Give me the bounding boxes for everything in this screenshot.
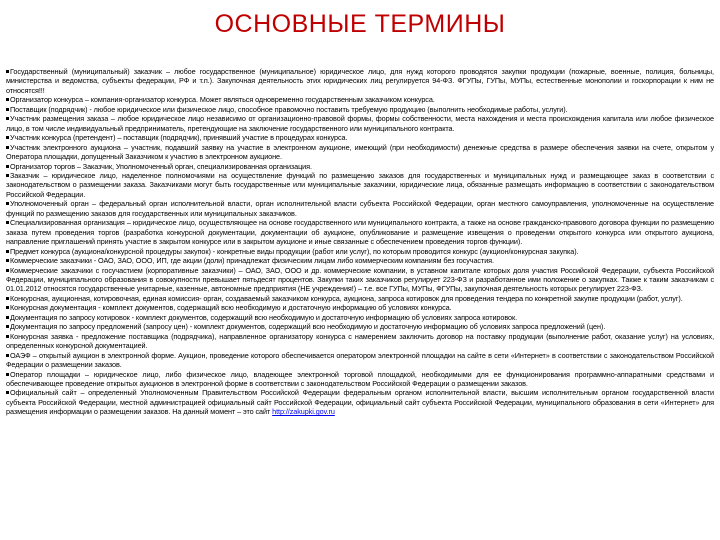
- term-item: [6, 247, 714, 256]
- term-item: [6, 388, 714, 416]
- term-text: Участник размещения заказа – любое юридическое лицо независимо от организационно-правовой формы, формы собственности, места нахождения и места происхождения капитала или любое физическое лицо, в том числе индивидуальный предприниматель, претендующие на заключение государственного или муниципального контракта.: [6, 114, 714, 133]
- square-bullet-icon: [6, 325, 9, 328]
- square-bullet-icon: [6, 391, 9, 394]
- term-item: [6, 370, 714, 389]
- term-text: Специализированная организация – юридическое лицо, осуществляющее на основе государственного или муниципального контракта, а также на основе гражданско-правового договора функции по размещению заказа путем проведения торгов (разработка конкурсной документации, документации об аукционе, опубликование и размещение извещения о проведении открытого конкурса или открытого аукциона, направление приглашений принять участие в закрытом конкурсе или в закрытом аукционе и иные связанные с обеспечением проведения торгов функции).: [6, 218, 714, 247]
- term-item: [6, 351, 714, 370]
- square-bullet-icon: [6, 354, 9, 357]
- term-item: [6, 322, 714, 331]
- square-bullet-icon: [6, 174, 9, 177]
- terms-list: [6, 67, 714, 417]
- official-site-link[interactable]: http://zakupki.gov.ru: [272, 407, 335, 417]
- square-bullet-icon: [6, 165, 9, 168]
- square-bullet-icon: [6, 316, 9, 319]
- square-bullet-icon: [6, 108, 9, 111]
- term-text: Участник электронного аукциона – участник, подавший заявку на участие в электронном аукционе, имеющий (при необходимости) денежные средства в размере обеспечения заявки на счете, открытом у Оператора площадки, допущенный Заказчиком к участию в электронном аукционе.: [6, 142, 714, 162]
- term-text: Поставщик (подрядчик) - любое юридическое или физическое лицо, способное правомочно поставить требуемую продукцию (выполнить необходимые работы, услуги).: [10, 104, 568, 114]
- term-item: [6, 95, 714, 104]
- term-text: Документация по запросу предложений (запросу цен) - комплект документов, содержащий всю необходимую и достаточную информацию об условиях запроса предложений (цен).: [10, 322, 606, 332]
- term-text: Участник конкурса (претендент) – поставщик (подрядчик), принявший участие в процедурах конкурса.: [10, 133, 348, 143]
- square-bullet-icon: [6, 221, 9, 224]
- square-bullet-icon: [6, 269, 9, 272]
- term-item: [6, 105, 714, 114]
- term-item: [6, 256, 714, 265]
- term-text: Предмет конкурса (аукциона/конкурсной процедуры закупок) - конкретные виды продукции (работ или услуг), по которым проводится конкурс (аукцион/конкурсная закупка).: [10, 246, 579, 256]
- square-bullet-icon: [6, 117, 9, 120]
- term-text: Конкурсная, аукционная, котировочная, единая комиссия- орган, создаваемый заказчиком конкурса, аукциона, запроса котировок для проведения тендера по конкретной закупке продукции (работ, услуг).: [10, 293, 683, 303]
- term-item: [6, 218, 714, 246]
- term-text: Официальный сайт – определенный Уполномоченным Правительством Российской Федерации федеральным органом исполнительной власти, высшим исполнительным органом государственной власти субъекта Российской Федерации, местной администрацией официальный сайт Российской Федерации, официальный сайт субъекта Российской Федерации, муниципального образования в сети «Интернет» для размещения информации о размещении заказов. На данный момент – это сайт: [6, 388, 714, 417]
- term-text: Организатор конкурса – компания-организатор конкурса. Может являться одновременно государственным заказчиком конкурса.: [10, 95, 435, 105]
- term-text: Конкурсная документация - комплект документов, содержащий всю необходимую и достаточную информацию об условиях конкурса.: [10, 303, 452, 313]
- term-text: Организатор торгов – Заказчик, Уполномоченный орган, специализированная организация.: [10, 161, 312, 171]
- square-bullet-icon: [6, 306, 9, 309]
- term-item: [6, 114, 714, 133]
- term-item: [6, 171, 714, 199]
- term-text: ОАЭФ – открытый аукцион в электронной форме. Аукцион, проведение которого обеспечивается оператором электронной площадки на сайте в сети «Интернет» в соответствии с законодательством Российской Федерации о размещении заказов.: [6, 350, 714, 370]
- term-item: [6, 133, 714, 142]
- term-text: Заказчик – юридическое лицо, наделенное полномочиями на осуществление функций по размещению заказов для государственных и муниципальных нужд и размещающее заказ в соответствии с законодательством о размещении заказа. Заказчиками могут быть государственные или муниципальные заказчики, юридические лица, обязанные размещать информацию в соответствии с законодательством Российской Федерации.: [6, 170, 714, 199]
- square-bullet-icon: [6, 297, 9, 300]
- square-bullet-icon: [6, 70, 9, 73]
- term-text: Коммерческие заказчики с госучастием (корпоративные заказчики) – ОАО, ЗАО, ООО и др. коммерческие компании, в уставном капитале которых доля участия Российской Федерации, субъекта Российской Федерации, муниципального образования в совокупности превышает пятьдесят процентов. Закупки таких заказчиков регулирует 223-ФЗ и разработанное ими положение о закупках. Также к таким заказчикам с 01.01.2012 относятся государственные унитарные, казенные, автономные предприятия (НЕ учреждения!) – т.е. все ГУПы, МУПы, ФГУПы, закупочная деятельность которых регулирует 223-ФЗ.: [6, 265, 714, 294]
- square-bullet-icon: [6, 146, 9, 149]
- square-bullet-icon: [6, 250, 9, 253]
- term-item: [6, 303, 714, 312]
- square-bullet-icon: [6, 335, 9, 338]
- term-item: [6, 67, 714, 95]
- square-bullet-icon: [6, 373, 9, 376]
- term-item: [6, 332, 714, 351]
- term-text: Документация по запросу котировок - комплект документов, содержащий всю необходимую и достаточную информацию об условиях запроса котировок.: [10, 312, 518, 322]
- term-text: Уполномоченный орган – федеральный орган исполнительной власти, орган исполнительной власти субъекта Российской Федерации, орган местного самоуправления, уполномоченные на осуществление функций по размещению заказов для государственных или муниципальных заказчиков.: [6, 199, 714, 218]
- term-item: [6, 199, 714, 218]
- term-item: [6, 313, 714, 322]
- term-text: Государственный (муниципальный) заказчик – любое государственное (муниципальное) юридическое лицо, для нужд которого проводятся закупки продукции (пожарные, военные, полиция, больницы, министерства и ведомства, субъекты федерации, РФ и т.п.). Закупочная деятельность этих юридических лиц регулируется 94-ФЗ. ФГУПы, ГУПы, МУПы, естественные монополии и госкорпорации к ним не относятся!!!: [6, 67, 714, 95]
- term-item: [6, 294, 714, 303]
- page-title: ОСНОВНЫЕ ТЕРМИНЫ: [214, 10, 506, 38]
- term-item: [6, 143, 714, 162]
- term-text: Конкурсная заявка - предложение поставщика (подрядчика), направленное организатору конкурса с намерением заключить договор на поставку продукции (выполнение работ, оказание услуг) на условиях, определенных конкурсной документацией.: [6, 331, 714, 351]
- term-item: [6, 266, 714, 294]
- square-bullet-icon: [6, 202, 9, 205]
- term-item: [6, 162, 714, 171]
- square-bullet-icon: [6, 98, 9, 101]
- term-text: Оператор площадки – юридическое лицо, либо физическое лицо, владеющее электронной торговой площадкой, необходимыми для ее функционирования программно-аппаратными средствами и обеспечивающее проведение открытых аукционов в электронной форме в соответствии с законодательством Российской Федерации о размещении заказов.: [6, 369, 714, 388]
- term-text: Коммерческие заказчики - ОАО, ЗАО, ООО, ИП, где акции (доли) принадлежат физическим лицам либо коммерческим компаниям без госучастия.: [10, 256, 494, 266]
- square-bullet-icon: [6, 136, 9, 139]
- square-bullet-icon: [6, 259, 9, 262]
